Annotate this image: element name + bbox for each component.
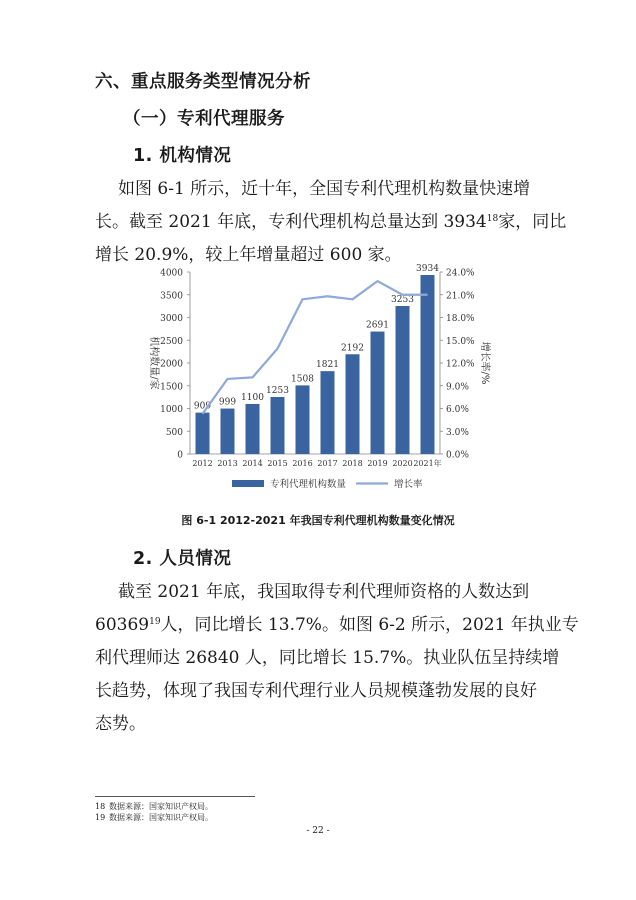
institution-count-chart xyxy=(0,258,636,498)
data-label: 1508 xyxy=(291,374,314,385)
left-tick-label: 1500 xyxy=(160,382,183,393)
left-tick-label: 500 xyxy=(165,427,183,438)
para1-line3: 增长 20.9%，较上年增量超过 600 家。 xyxy=(95,245,402,265)
x-tick-label: 2018 xyxy=(342,459,363,468)
x-tick-label: 2015 xyxy=(267,459,288,468)
left-tick-label: 0 xyxy=(177,450,183,461)
para2-line2: 60369$^{19}$人，同比增长 13.7%。如图 6-2 所示，2021 年执业专 xyxy=(95,615,579,635)
x-tick-label: 2020 xyxy=(392,459,413,468)
para2-line3: 利代理师达 26840 人，同比增长 15.7%。执业队伍呈持续增 xyxy=(95,648,560,668)
left-tick-label: 4000 xyxy=(160,268,183,279)
legend-label-bar: 专利代理机构数量 xyxy=(270,479,347,490)
bar-2014 xyxy=(246,404,260,454)
page-number: - 22 - xyxy=(306,826,330,836)
left-tick-label: 2500 xyxy=(160,336,183,347)
bar-2012 xyxy=(196,413,210,454)
right-tick-label: 6.0% xyxy=(446,405,469,415)
footnote-19: 19 数据来源：国家知识产权局。 xyxy=(95,813,213,822)
section-heading: 六、重点服务类型情况分析 xyxy=(95,72,311,92)
data-label: 1253 xyxy=(266,385,289,396)
data-label: 3253 xyxy=(391,294,414,305)
bar-2021年 xyxy=(421,275,435,454)
para1-line1: 如图 6-1 所示，近十年，全国专利代理机构数量快速增 xyxy=(118,179,531,199)
para2-line4: 长趋势，体现了我国专利代理行业人员规模蓬勃发展的良好 xyxy=(95,681,537,701)
bar-2019 xyxy=(371,332,385,454)
right-tick-label: 12.0% xyxy=(446,359,475,370)
legend-label-line: 增长率 xyxy=(394,479,423,490)
figure-caption: 图 6-1 2012-2021 年我国专利代理机构数量变化情况 xyxy=(181,514,455,527)
right-tick-label: 3.0% xyxy=(446,427,469,438)
x-tick-label: 2014 xyxy=(242,459,263,468)
bar-2017 xyxy=(321,371,335,454)
bar-2016 xyxy=(296,385,310,454)
para2-line5: 态势。 xyxy=(95,714,146,734)
right-tick-label: 9.0% xyxy=(446,382,469,393)
left-tick-label: 1000 xyxy=(160,405,183,415)
data-label: 2691 xyxy=(366,320,389,331)
x-tick-label: 2021年 xyxy=(413,459,442,468)
para2-line1: 截至 2021 年底，我国取得专利代理师资格的人数达到 xyxy=(118,582,530,602)
data-label: 1821 xyxy=(316,360,339,371)
data-label: 909 xyxy=(193,401,212,412)
bar-2018 xyxy=(346,354,360,454)
subsection-heading: （一）专利代理服务 xyxy=(123,109,285,129)
footnote-divider xyxy=(95,796,255,797)
footnote-18: 18 数据来源：国家知识产权局。 xyxy=(95,802,213,811)
y-axis-title: 机构数量/家 xyxy=(148,336,159,390)
para1-line2: 长。截至 2021 年底，专利代理机构总量达到 3934$^{18}$家，同比 xyxy=(95,212,567,232)
x-tick-label: 2017 xyxy=(317,459,338,468)
item-heading-institutions: 1. 机构情况 xyxy=(133,146,232,166)
data-label: 3934 xyxy=(416,264,439,275)
right-tick-label: 15.0% xyxy=(446,336,475,347)
data-label: 2192 xyxy=(341,343,364,354)
footnote-ref-19: 19 xyxy=(149,617,161,627)
left-tick-label: 2000 xyxy=(160,359,183,370)
data-label: 999 xyxy=(218,397,237,408)
left-tick-label: 3000 xyxy=(160,314,183,324)
left-tick-label: 3500 xyxy=(160,291,183,302)
x-tick-label: 2012 xyxy=(192,459,213,468)
bar-2020 xyxy=(396,306,410,454)
y2-axis-title: 增长率/% xyxy=(479,341,490,385)
data-label: 1100 xyxy=(241,392,264,403)
item-heading-personnel: 2. 人员情况 xyxy=(133,549,232,569)
right-tick-label: 21.0% xyxy=(446,291,475,302)
right-tick-label: 18.0% xyxy=(446,314,475,324)
bar-2015 xyxy=(271,397,285,454)
x-tick-label: 2013 xyxy=(217,459,238,468)
footnote-ref-18: 18 xyxy=(486,214,499,224)
right-tick-label: 0.0% xyxy=(446,450,469,461)
bar-2013 xyxy=(221,409,235,454)
right-tick-label: 24.0% xyxy=(446,268,475,279)
legend-swatch-bar xyxy=(232,480,264,487)
x-tick-label: 2019 xyxy=(367,459,388,468)
x-tick-label: 2016 xyxy=(292,459,313,468)
